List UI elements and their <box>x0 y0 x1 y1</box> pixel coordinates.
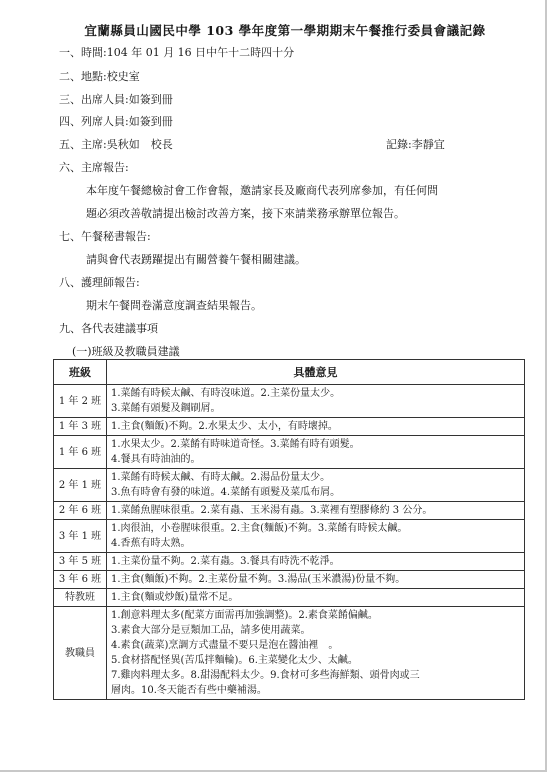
secretary-report-heading: 七、午餐秘書報告: <box>59 230 151 243</box>
observers: 四、列席人員:如簽到冊 <box>59 115 173 128</box>
class-cell: 1 年 6 班 <box>54 436 107 469</box>
opinion-cell <box>107 553 525 571</box>
opinion-line: 1.菜餚魚腥味很重。2.菜有蟲、玉米湯有蟲。3.菜裡有塑膠條約 3 公分。 <box>111 505 433 516</box>
class-cell: 2 年 6 班 <box>54 502 107 520</box>
class-cell: 1 年 3 班 <box>54 418 107 436</box>
class-cell: 3 年 5 班 <box>54 553 107 571</box>
opinion-line: 4.香蕉有時太熟。 <box>111 538 191 549</box>
opinion-line: 5.食材搭配怪異(苦瓜拌麵輪)。6.主菜變化太少、太鹹。 <box>111 655 358 666</box>
table-row <box>54 502 525 520</box>
class-staff-subheading: (一)班級及教職員建議 <box>72 345 180 358</box>
table-row <box>54 589 525 607</box>
opinion-cell <box>107 520 525 553</box>
meeting-time: 一、時間:104 年 01 月 16 日中午十二時四十分 <box>59 46 295 59</box>
opinion-cell <box>107 385 525 418</box>
opinion-line: 1.菜餚有時候太鹹、有時沒味道。2.主菜份量太少。 <box>111 388 341 399</box>
opinion-line: 4.素食(蔬菜)烹調方式盡量不要只是泡在醬油裡 。 <box>111 640 339 651</box>
document-title: 宜蘭縣員山國民中學 103 學年度第一學期期末午餐推行委員會議記錄 <box>84 23 486 38</box>
table-row <box>54 553 525 571</box>
opinion-line: 3.菜餚有頭髮及鋼刷屑。 <box>111 403 221 414</box>
opinion-cell <box>107 469 525 502</box>
table-row <box>54 469 525 502</box>
opinion-line: 1.菜餚有時候太鹹、有時太鹹。2.湯品份量太少。 <box>111 472 331 483</box>
suggestions-table <box>53 359 525 700</box>
opinion-line: 3.魚有時會有發的味道。4.菜餚有頭髮及菜瓜布屑。 <box>111 487 341 498</box>
table-row <box>54 571 525 589</box>
opinion-line: 1.主菜份量不夠。2.菜有蟲。3.餐具有時洗不乾淨。 <box>111 556 340 567</box>
opinion-line: 層肉。10.冬天能否有些中藥補湯。 <box>111 685 267 696</box>
secretary-report-line: 請與會代表踴躍提出有關營養午餐相關建議。 <box>86 253 306 266</box>
chair-report-heading: 六、主席報告: <box>59 161 129 174</box>
opinion-line: 4.餐具有時油油的。 <box>111 454 201 465</box>
table-row <box>54 520 525 553</box>
chair-report-line-2: 題必須改善敬請提出檢討改善方案，接下來請業務承辦單位報告。 <box>86 207 405 220</box>
class-cell: 3 年 1 班 <box>54 520 107 553</box>
meeting-place: 二、地點:校史室 <box>59 70 140 83</box>
class-cell: 3 年 6 班 <box>54 571 107 589</box>
table-row <box>54 385 525 418</box>
recorder: 記錄:李靜宜 <box>386 138 445 151</box>
opinion-cell <box>107 607 525 700</box>
chairperson: 五、主席:吳秋如 校長 <box>59 138 173 151</box>
opinion-line: 1.肉很油，小卷腥味很重。2.主食(麵飯)不夠。3.菜餚有時候太鹹。 <box>111 523 408 534</box>
class-cell: 特教班 <box>54 589 107 607</box>
opinion-line: 1.主食(麵或炒飯)量常不足。 <box>111 592 239 603</box>
class-cell: 2 年 1 班 <box>54 469 107 502</box>
opinion-line: 1.創意料理太多(配菜方面需再加強調整)。2.素食菜餚偏鹹。 <box>111 610 378 621</box>
opinion-line: 1.主食(麵飯)不夠。2.水果太少、太小，有時壞掉。 <box>111 421 338 432</box>
class-cell: 1 年 2 班 <box>54 385 107 418</box>
attendees: 三、出席人員:如簽到冊 <box>59 93 173 106</box>
table-header-row <box>54 360 525 385</box>
table-row <box>54 436 525 469</box>
column-header-opinion: 具體意見 <box>107 360 525 385</box>
opinion-cell <box>107 589 525 607</box>
column-header-class: 班級 <box>54 360 107 385</box>
opinion-cell <box>107 418 525 436</box>
opinion-line: 1.水果太少。2.菜餚有時味道奇怪。3.菜餚有時有頭髮。 <box>111 439 360 450</box>
class-cell: 教職員 <box>54 607 107 700</box>
opinion-line: 7.雞肉料理太多。8.甜湯配料太少。9.食材可多些海鮮類、頭骨肉或三 <box>111 670 420 681</box>
representatives-heading: 九、各代表建議事項 <box>59 322 158 335</box>
nurse-report-line: 期末午餐問卷滿意度調查結果報告。 <box>86 299 262 312</box>
chair-report-line-1: 本年度午餐總檢討會工作會報，邀請家長及廠商代表列席參加，有任何問 <box>86 184 438 197</box>
opinion-line: 3.素食大部分是豆類加工品，請多使用蔬菜。 <box>111 625 311 636</box>
opinion-line: 1.主食(麵飯)不夠。2.主菜份量不夠。3.湯品(玉米濃湯)份量不夠。 <box>111 574 406 585</box>
opinion-cell <box>107 502 525 520</box>
table-row <box>54 607 525 700</box>
nurse-report-heading: 八、護理師報告: <box>59 276 140 289</box>
opinion-cell <box>107 436 525 469</box>
opinion-cell <box>107 571 525 589</box>
table-row <box>54 418 525 436</box>
